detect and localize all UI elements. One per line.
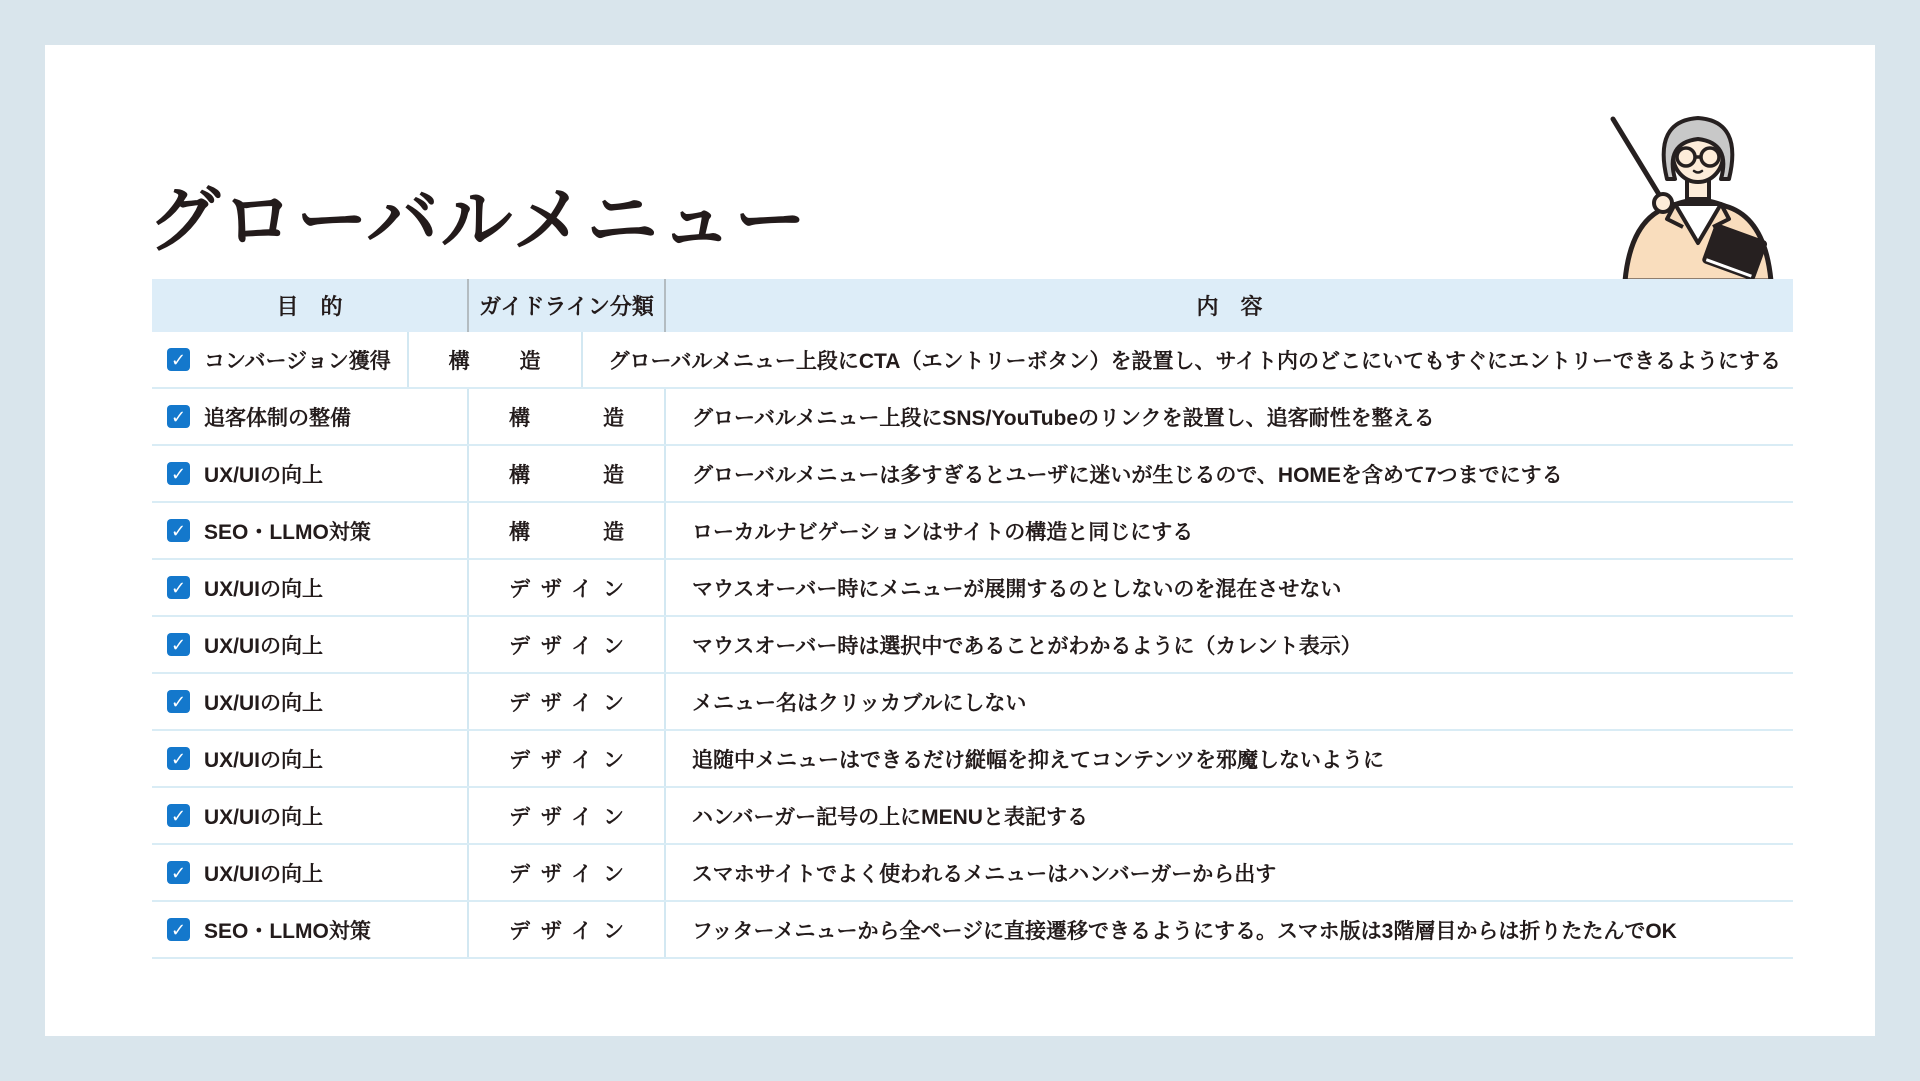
category-label: 構造: [448, 349, 541, 373]
check-icon: ✓: [170, 406, 187, 427]
guideline-table: [152, 279, 1793, 959]
table-row: [152, 503, 1793, 560]
purpose-label: SEO・LLMO対策: [204, 919, 371, 943]
table-row: [152, 332, 1793, 389]
table-row: [152, 389, 1793, 446]
content-text: ハンバーガー記号の上にMENUと表記する: [692, 805, 1088, 829]
check-icon: ✓: [170, 805, 187, 826]
content-cell: [666, 560, 1793, 615]
teacher-with-pointer-illustration: [1595, 111, 1805, 281]
content-cell: [666, 674, 1793, 729]
purpose-cell: [152, 845, 469, 900]
hand: [1654, 194, 1672, 212]
check-icon: ✓: [170, 577, 187, 598]
purpose-label: SEO・LLMO対策: [204, 520, 371, 544]
content-cell: [666, 503, 1793, 558]
content-cell: [583, 332, 1793, 387]
check-icon: ✓: [170, 520, 187, 541]
category-cell: [469, 503, 666, 558]
content-cell: [666, 617, 1793, 672]
content-cell: [666, 731, 1793, 786]
table-row: [152, 902, 1793, 959]
content-text: マウスオーバー時にメニューが展開するのとしないのを混在させない: [692, 577, 1342, 601]
purpose-cell: [152, 902, 469, 957]
content-text: マウスオーバー時は選択中であることがわかるように（カレント表示）: [692, 634, 1362, 658]
mouth: [1694, 171, 1702, 173]
purpose-cell: [152, 389, 469, 444]
check-icon: ✓: [170, 349, 187, 370]
category-label: デザイン: [509, 805, 624, 829]
check-icon: ✓: [170, 919, 187, 940]
checkbox-checked[interactable]: [167, 804, 190, 827]
category-cell: [469, 389, 666, 444]
category-cell: [469, 560, 666, 615]
category-label: デザイン: [509, 634, 624, 658]
table-header-row: [152, 279, 1793, 332]
category-cell: [469, 845, 666, 900]
content-text: スマホサイトでよく使われるメニューはハンバーガーから出す: [692, 862, 1277, 886]
content-cell: [666, 788, 1793, 843]
content-text: ローカルナビゲーションはサイトの構造と同じにする: [692, 520, 1194, 544]
content-text: グローバルメニュー上段にCTA（エントリーボタン）を設置し、サイト内のどこにいてもすぐにエントリーできるようにする: [608, 349, 1781, 373]
checkbox-checked[interactable]: [167, 348, 190, 371]
purpose-label: UX/UIの向上: [204, 634, 324, 658]
purpose-label: UX/UIの向上: [204, 577, 324, 601]
category-label: 構造: [509, 520, 624, 544]
page-title: グローバルメニュー: [148, 181, 809, 262]
checkbox-checked[interactable]: [167, 690, 190, 713]
table-row: [152, 788, 1793, 845]
content-text: フッターメニューから全ページに直接遷移できるようにする。スマホ版は3階層目からは折りたたんでOK: [692, 919, 1677, 943]
purpose-cell: [152, 560, 469, 615]
purpose-cell: [152, 674, 469, 729]
purpose-label: UX/UIの向上: [204, 862, 324, 886]
category-cell: [469, 617, 666, 672]
check-icon: ✓: [170, 634, 187, 655]
purpose-label: 追客体制の整備: [204, 406, 351, 430]
purpose-cell: [152, 503, 469, 558]
category-label: デザイン: [509, 691, 624, 715]
check-icon: ✓: [170, 463, 187, 484]
table-row: [152, 617, 1793, 674]
checkbox-checked[interactable]: [167, 861, 190, 884]
category-label: デザイン: [509, 919, 624, 943]
checkbox-checked[interactable]: [167, 576, 190, 599]
content-cell: [666, 446, 1793, 501]
check-icon: ✓: [170, 748, 187, 769]
slide-card: [45, 45, 1875, 1036]
content-text: グローバルメニューは多すぎるとユーザに迷いが生じるので、HOMEを含めて7つまでにする: [692, 463, 1563, 487]
check-icon: ✓: [170, 691, 187, 712]
purpose-cell: [152, 332, 409, 387]
category-label: デザイン: [509, 577, 624, 601]
content-text: グローバルメニュー上段にSNS/YouTubeのリンクを設置し、追客耐性を整える: [692, 406, 1435, 430]
checkbox-checked[interactable]: [167, 633, 190, 656]
purpose-label: UX/UIの向上: [204, 463, 324, 487]
checkbox-checked[interactable]: [167, 462, 190, 485]
category-label: 構造: [509, 406, 624, 430]
purpose-cell: [152, 731, 469, 786]
content-cell: [666, 389, 1793, 444]
header-content: 内 容: [1196, 294, 1263, 319]
category-cell: [469, 446, 666, 501]
header-category: ガイドライン分類: [469, 279, 666, 332]
content-cell: [666, 902, 1793, 957]
content-text: メニュー名はクリッカブルにしない: [692, 691, 1027, 715]
category-label: 構造: [509, 463, 624, 487]
category-label: デザイン: [509, 748, 624, 772]
purpose-cell: [152, 446, 469, 501]
purpose-label: UX/UIの向上: [204, 748, 324, 772]
purpose-label: UX/UIの向上: [204, 805, 324, 829]
category-cell: [469, 731, 666, 786]
header-purpose: 目 的: [152, 279, 469, 332]
table-row: [152, 560, 1793, 617]
checkbox-checked[interactable]: [167, 519, 190, 542]
purpose-cell: [152, 617, 469, 672]
content-text: 追随中メニューはできるだけ縦幅を抑えてコンテンツを邪魔しないように: [692, 748, 1384, 772]
table-row: [152, 674, 1793, 731]
checkbox-checked[interactable]: [167, 405, 190, 428]
purpose-label: UX/UIの向上: [204, 691, 324, 715]
pointer-stick: [1613, 119, 1663, 201]
category-label: デザイン: [509, 862, 624, 886]
table-body: [152, 332, 1793, 959]
table-row: [152, 446, 1793, 503]
category-cell: [469, 674, 666, 729]
table-row: [152, 731, 1793, 788]
checkbox-checked[interactable]: [167, 918, 190, 941]
category-cell: [469, 788, 666, 843]
category-cell: [409, 332, 583, 387]
purpose-label: コンバージョン獲得: [204, 349, 391, 373]
category-cell: [469, 902, 666, 957]
content-cell: [666, 845, 1793, 900]
checkbox-checked[interactable]: [167, 747, 190, 770]
check-icon: ✓: [170, 862, 187, 883]
purpose-cell: [152, 788, 469, 843]
table-row: [152, 845, 1793, 902]
